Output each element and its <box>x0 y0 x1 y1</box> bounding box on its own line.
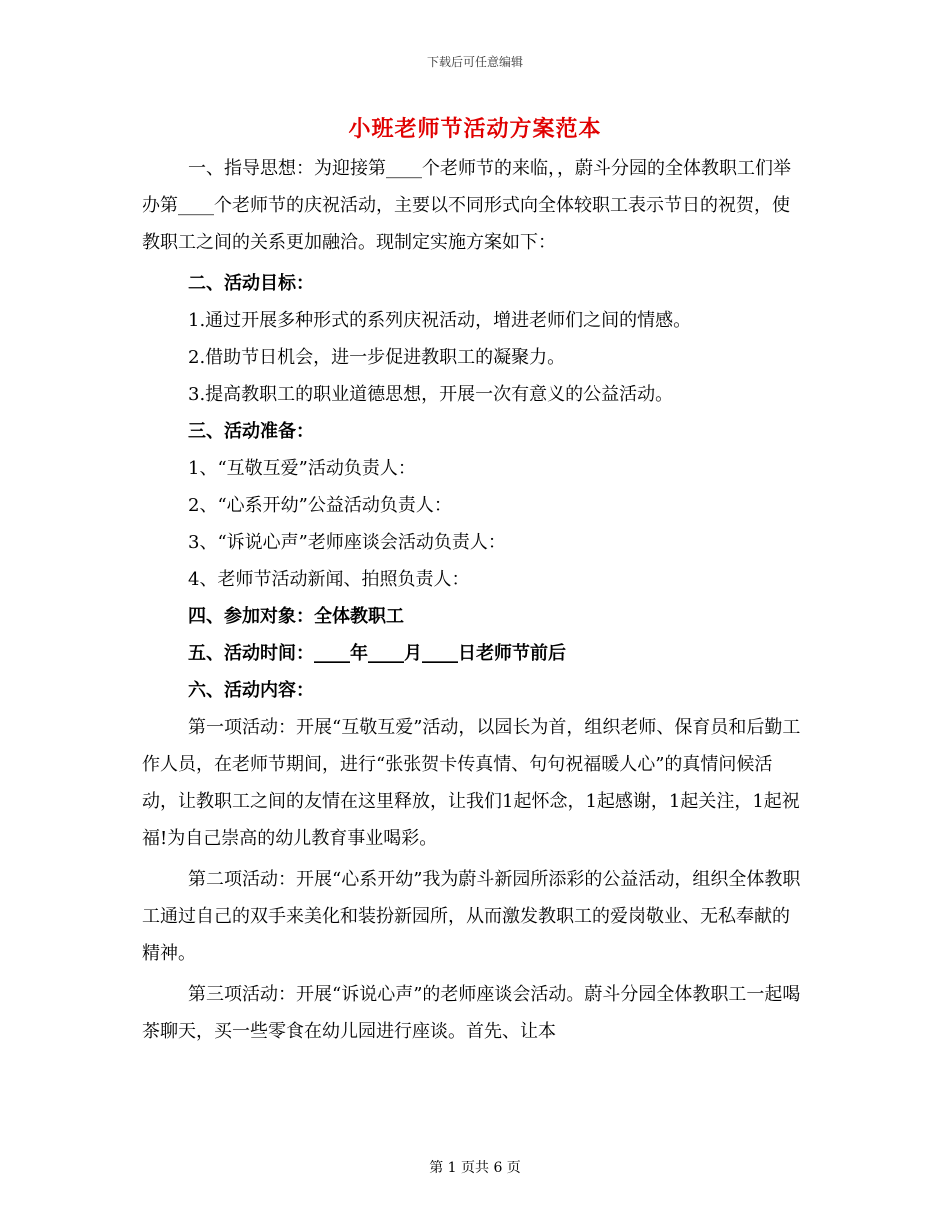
goal-item-2: 2.借助节日机会，进一步促进教职工的凝聚力。 <box>188 347 566 368</box>
prep-item-2: 2、“心系开幼”公益活动负责人： <box>188 495 452 516</box>
goal-item-1: 1.通过开展多种形式的系列庆祝活动，增进老师们之间的情感。 <box>188 310 692 331</box>
paragraph-activity-1: 第一项活动：开展“互敬互爱”活动，以园长为首，组织老师、保育员和后勤工作人员，在老师节期间，进行“张张贺卡传真情、句句祝福暖人心”的真情问候活动，让教职工之间的友情在这里释放，让我们1起怀念，1起感谢，1起关注，1起祝福!为自己崇高的幼儿教育事业喝彩。 <box>142 717 801 849</box>
paragraph-activity-2: 第二项活动：开展“心系开幼”我为蔚斗新园所添彩的公益活动，组织全体教职工通过自己的双手来美化和装扮新园所，从而激发教职工的爱岗敬业、无私奉献的精神。 <box>142 869 801 964</box>
heading-activity-content: 六、活动内容： <box>188 680 314 701</box>
page-footer: 第 1 页共 6 页 <box>429 1160 521 1176</box>
goal-item-3: 3.提高教职工的职业道德思想，开展一次有意义的公益活动。 <box>188 384 674 405</box>
document-body <box>142 150 806 1050</box>
paragraph-activity-3: 第三项活动：开展“诉说心声”的老师座谈会活动。蔚斗分园全体教职工一起喝茶聊天，买一些零食在幼儿园进行座谈。首先、让本 <box>142 984 801 1042</box>
heading-activity-goals: 二、活动目标： <box>188 273 314 294</box>
heading-activity-prep: 三、活动准备： <box>188 421 314 442</box>
prep-item-3: 3、“诉说心声”老师座谈会活动负责人： <box>188 532 506 553</box>
document-title: 小班老师节活动方案范本 <box>348 116 602 142</box>
prep-item-1: 1、“互敬互爱”活动负责人： <box>188 458 416 479</box>
heading-activity-time: 五、活动时间：____年____月____日老师节前后 <box>188 643 566 664</box>
heading-participants: 四、参加对象：全体教职工 <box>188 606 404 627</box>
header-note: 下载后可任意编辑 <box>426 55 523 69</box>
paragraph-guiding-idea: 一、指导思想：为迎接第____个老师节的来临，，蔚斗分园的全体教职工们举办第____个老师节的庆祝活动，主要以不同形式向全体较职工表示节日的祝贺，使教职工之间的关系更加融洽。现制定实施方案如下： <box>142 158 791 253</box>
prep-item-4: 4、老师节活动新闻、拍照负责人： <box>188 569 470 590</box>
